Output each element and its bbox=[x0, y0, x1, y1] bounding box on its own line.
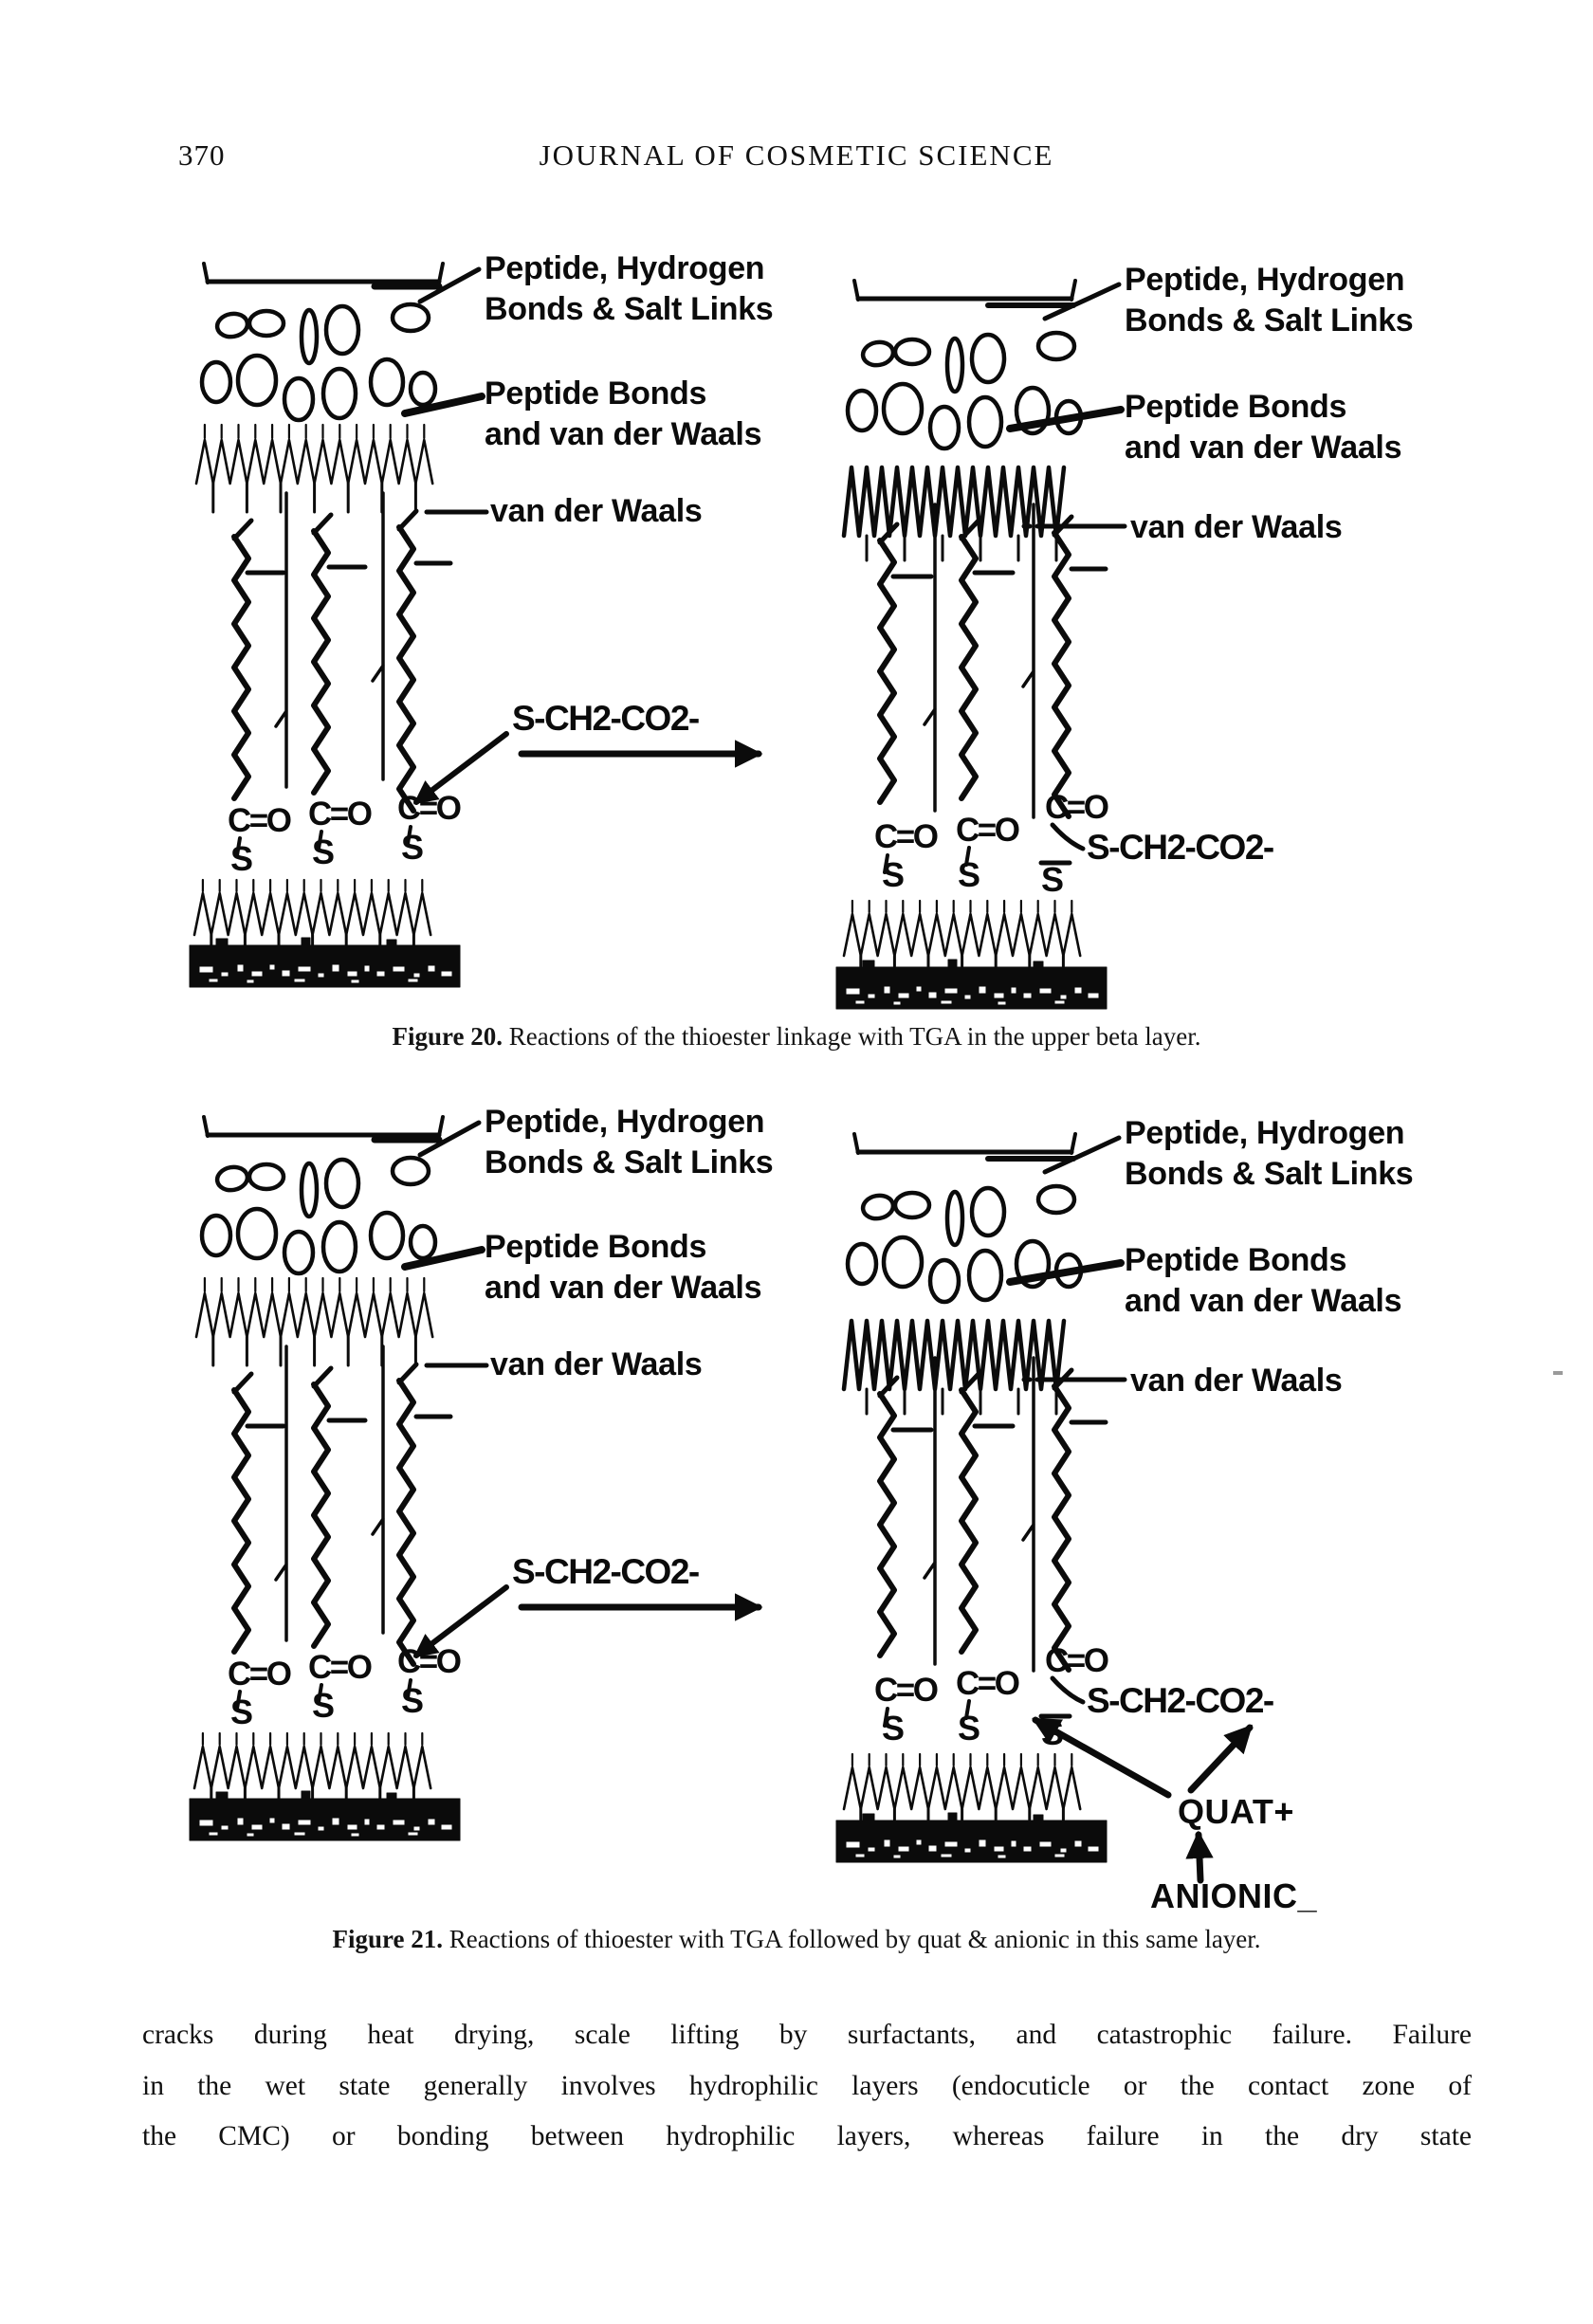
label-van-der-waals: van der Waals bbox=[490, 1346, 703, 1382]
label-peptide-hydrogen-1: Peptide, Hydrogen bbox=[1125, 262, 1405, 298]
tga-reagent-label: S-CH2-CO2- bbox=[512, 699, 699, 738]
left-panel-art bbox=[190, 1117, 486, 1840]
carbonyl-raised: C=O bbox=[1045, 1642, 1108, 1679]
label-van-der-waals: van der Waals bbox=[1130, 509, 1343, 545]
label-peptide-hydrogen-1: Peptide, Hydrogen bbox=[1125, 1115, 1405, 1151]
thiolate-sulfur: S bbox=[1041, 860, 1065, 899]
label-peptide-hydrogen-2: Bonds & Salt Links bbox=[485, 1144, 774, 1180]
sulfur-1: S bbox=[230, 839, 254, 878]
carbonyl-2: C=O bbox=[956, 812, 1018, 849]
sulfur-2: S bbox=[958, 1709, 981, 1748]
tga-attack-arrow bbox=[416, 734, 506, 802]
label-peptide-hydrogen-2: Bonds & Salt Links bbox=[1125, 302, 1414, 339]
thioglycolate-product-label: S-CH2-CO2- bbox=[1087, 1681, 1273, 1720]
label-peptide-bonds-2: and van der Waals bbox=[485, 416, 762, 452]
sulfur-2: S bbox=[958, 855, 981, 894]
sulfur-1: S bbox=[882, 855, 906, 894]
fig20-left-panel bbox=[190, 250, 773, 987]
label-peptide-bonds-2: and van der Waals bbox=[485, 1270, 762, 1306]
figure20-caption-text: Reactions of the thioester linkage with TGA in the upper beta layer. bbox=[508, 1022, 1201, 1051]
right-panel-art bbox=[836, 281, 1125, 1009]
carbonyl-3: C=O bbox=[397, 790, 460, 827]
fig20-right-panel bbox=[836, 262, 1413, 1009]
body-line-3: the CMC) or bonding between hydrophilic layers, whereas failure in the dry state bbox=[142, 2121, 1472, 2151]
sulfur-2: S bbox=[312, 833, 336, 871]
label-van-der-waals: van der Waals bbox=[1130, 1363, 1343, 1399]
journal-title: JOURNAL OF COSMETIC SCIENCE bbox=[539, 138, 1054, 172]
label-peptide-hydrogen-1: Peptide, Hydrogen bbox=[485, 1104, 765, 1140]
label-peptide-hydrogen-1: Peptide, Hydrogen bbox=[485, 250, 765, 286]
carbonyl-raised: C=O bbox=[1045, 789, 1108, 826]
body-line-1: cracks during heat drying, scale lifting by surfactants, and catastrophic failure. Failure bbox=[142, 2020, 1472, 2050]
label-peptide-bonds-1: Peptide Bonds bbox=[1125, 1242, 1347, 1278]
carbonyl-3: C=O bbox=[397, 1643, 460, 1680]
label-peptide-bonds-2: and van der Waals bbox=[1125, 1283, 1402, 1319]
fig21-right-panel bbox=[836, 1115, 1413, 1862]
quat-to-carboxylate-arrow bbox=[1191, 1728, 1250, 1790]
carbonyl-2: C=O bbox=[308, 1649, 371, 1686]
carbonyl-1: C=O bbox=[874, 818, 937, 855]
body-line-2: in the wet state generally involves hydrophilic layers (endocuticle or the contact zone of bbox=[142, 2070, 1472, 2101]
figure21-caption bbox=[0, 1925, 1593, 1954]
sulfur-1: S bbox=[230, 1693, 254, 1731]
anionic-label: ANIONIC_ bbox=[1150, 1876, 1318, 1915]
sulfur-3: S bbox=[401, 828, 425, 867]
figure21-caption-text: Reactions of thioester with TGA followed by quat & anionic in this same layer. bbox=[449, 1925, 1261, 1953]
body-paragraph bbox=[142, 2010, 1472, 2163]
label-van-der-waals: van der Waals bbox=[490, 493, 703, 529]
scan-artifact bbox=[1553, 1371, 1563, 1375]
right-panel-art bbox=[836, 1134, 1125, 1862]
sulfur-1: S bbox=[882, 1709, 906, 1748]
figure21-diagram bbox=[123, 1081, 1489, 2001]
thioglycolate-product-label: S-CH2-CO2- bbox=[1087, 828, 1273, 867]
label-peptide-bonds-1: Peptide Bonds bbox=[485, 375, 707, 412]
sulfur-3: S bbox=[401, 1681, 425, 1720]
quat-label: QUAT+ bbox=[1178, 1792, 1294, 1831]
sulfur-2: S bbox=[312, 1686, 336, 1725]
label-peptide-bonds-1: Peptide Bonds bbox=[1125, 389, 1347, 425]
carbonyl-1: C=O bbox=[228, 802, 290, 839]
carbonyl-1: C=O bbox=[228, 1656, 290, 1693]
carbonyl-2: C=O bbox=[308, 796, 371, 833]
label-peptide-hydrogen-2: Bonds & Salt Links bbox=[1125, 1156, 1414, 1192]
carbonyl-1: C=O bbox=[874, 1672, 937, 1709]
label-peptide-hydrogen-2: Bonds & Salt Links bbox=[485, 291, 774, 327]
figure20-caption bbox=[0, 1022, 1593, 1052]
page-number: 370 bbox=[178, 138, 226, 172]
figure20-caption-label: Figure 20. bbox=[392, 1022, 503, 1051]
figure21-caption-label: Figure 21. bbox=[332, 1925, 443, 1953]
anionic-to-quat-arrow bbox=[1199, 1835, 1200, 1880]
tga-attack-arrow bbox=[416, 1587, 506, 1656]
thiolate-sulfur: S bbox=[1041, 1713, 1065, 1752]
left-panel-art bbox=[190, 264, 486, 987]
tga-reagent-label: S-CH2-CO2- bbox=[512, 1552, 699, 1591]
carbonyl-2: C=O bbox=[956, 1665, 1018, 1702]
fig21-left-panel bbox=[190, 1104, 773, 1840]
figure20-diagram bbox=[123, 228, 1489, 1062]
label-peptide-bonds-2: and van der Waals bbox=[1125, 430, 1402, 466]
label-peptide-bonds-1: Peptide Bonds bbox=[485, 1229, 707, 1265]
